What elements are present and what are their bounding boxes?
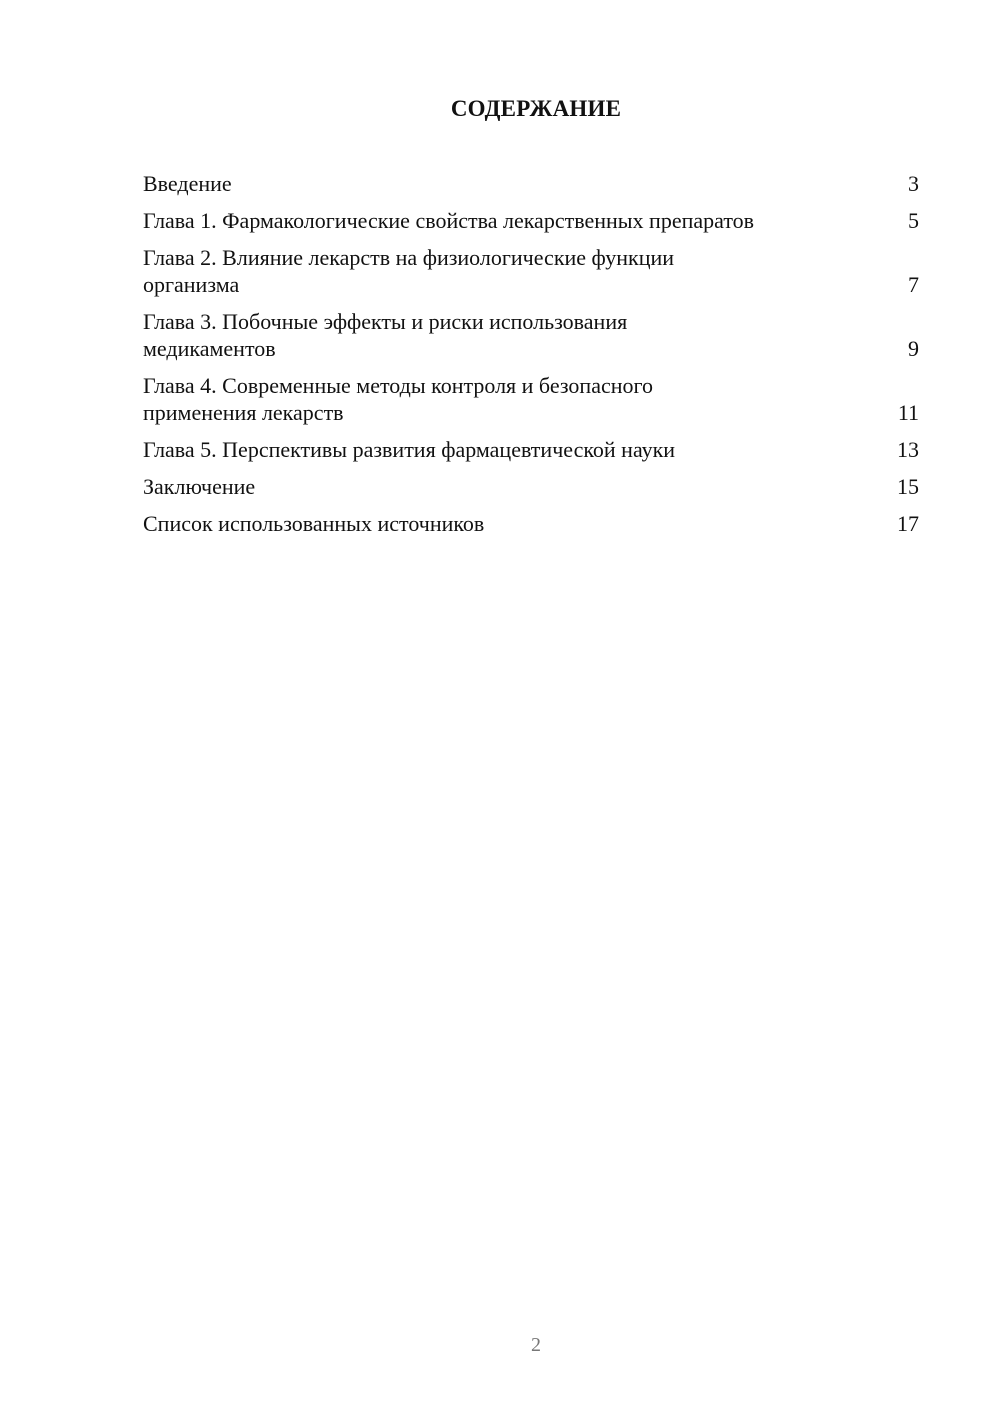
toc-entry-text: Заключение (143, 474, 256, 499)
toc-entry-text: Глава 1. Фармакологические свойства лекарственных препаратов (143, 208, 755, 233)
toc-entry-page: 7 (908, 272, 919, 297)
toc-entry-conclusion[interactable] (143, 473, 919, 500)
toc-entry-page: 13 (897, 437, 919, 462)
toc-entry-page: 15 (897, 474, 919, 499)
toc-entry-references[interactable] (143, 510, 919, 537)
toc-entry-text: Глава 4. Современные методы контроля и безопасного применения лекарств (143, 373, 653, 425)
toc-entry-text: Список использованных источников (143, 511, 485, 536)
toc-entry-chapter-3[interactable] (143, 308, 919, 362)
toc-entry-page: 3 (908, 171, 919, 196)
toc-entry-chapter-2[interactable] (143, 244, 919, 298)
toc-entry-page: 11 (897, 400, 919, 425)
toc-entry-page: 9 (908, 336, 919, 361)
toc-entry-text: Введение (143, 171, 232, 196)
page-number: 2 (531, 1334, 541, 1356)
toc-entry-page: 17 (897, 511, 919, 536)
toc-entry-introduction[interactable] (143, 170, 919, 197)
toc-entry-text: Глава 3. Побочные эффекты и риски использования медикаментов (143, 309, 628, 361)
toc-entry-text: Глава 2. Влияние лекарств на физиологические функции организма (143, 245, 675, 297)
toc-entry-page: 5 (908, 208, 919, 233)
toc-list (143, 170, 919, 547)
toc-entry-text: Глава 5. Перспективы развития фармацевтической науки (143, 437, 676, 462)
toc-title: СОДЕРЖАНИЕ (450, 96, 622, 121)
toc-entry-chapter-4[interactable] (143, 372, 919, 426)
toc-entry-chapter-5[interactable] (143, 436, 919, 463)
toc-entry-chapter-1[interactable] (143, 207, 919, 234)
